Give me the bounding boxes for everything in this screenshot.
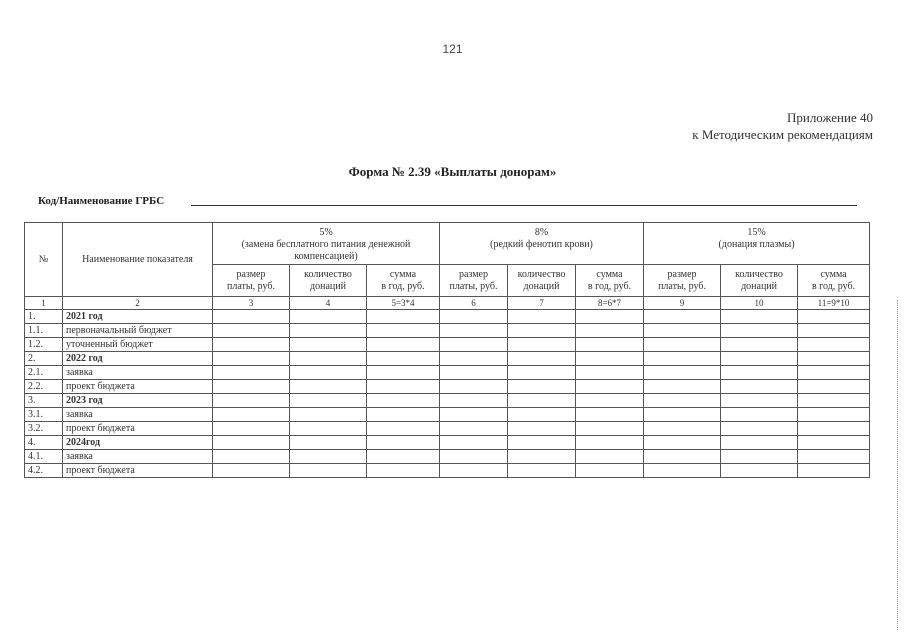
donor-payments-table xyxy=(24,222,870,478)
value-cell xyxy=(213,366,290,380)
value-cell xyxy=(508,422,576,436)
value-cell xyxy=(440,380,508,394)
value-cell xyxy=(644,422,721,436)
value-cell xyxy=(576,464,644,478)
value-cell xyxy=(798,352,870,366)
row-indicator: 2024год xyxy=(63,436,213,450)
value-cell xyxy=(290,450,367,464)
row-indicator: проект бюджета xyxy=(63,464,213,478)
value-cell xyxy=(213,380,290,394)
value-cell xyxy=(576,408,644,422)
value-cell xyxy=(213,310,290,324)
page-edge-line xyxy=(897,300,898,630)
value-cell xyxy=(367,408,440,422)
value-cell xyxy=(290,352,367,366)
table-row xyxy=(25,436,870,450)
value-cell xyxy=(798,324,870,338)
header-payment-size: размер платы, руб. xyxy=(644,265,721,297)
row-number: 1.1. xyxy=(25,324,63,338)
value-cell xyxy=(290,408,367,422)
table-row xyxy=(25,310,870,324)
value-cell xyxy=(440,408,508,422)
table-row xyxy=(25,324,870,338)
header-group-15pct xyxy=(644,223,870,265)
value-cell xyxy=(721,464,798,478)
value-cell xyxy=(440,394,508,408)
row-indicator: первоначальный бюджет xyxy=(63,324,213,338)
value-cell xyxy=(508,324,576,338)
row-indicator: проект бюджета xyxy=(63,380,213,394)
value-cell xyxy=(576,380,644,394)
grbs-label: Код/Наименование ГРБС xyxy=(38,195,165,207)
table-row xyxy=(25,464,870,478)
group-subtitle: (редкий фенотип крови) xyxy=(490,239,593,250)
row-number: 4.1. xyxy=(25,450,63,464)
value-cell xyxy=(213,450,290,464)
row-indicator: 2023 год xyxy=(63,394,213,408)
value-cell xyxy=(721,394,798,408)
value-cell xyxy=(367,436,440,450)
column-index: 3 xyxy=(213,297,290,310)
group-title: 5% xyxy=(319,227,333,238)
value-cell xyxy=(798,464,870,478)
table-row xyxy=(25,366,870,380)
value-cell xyxy=(508,366,576,380)
value-cell xyxy=(508,338,576,352)
header-yearly-sum: сумма в год, руб. xyxy=(798,265,870,297)
table-row xyxy=(25,380,870,394)
value-cell xyxy=(721,338,798,352)
row-indicator: уточненный бюджет xyxy=(63,338,213,352)
row-indicator: 2022 год xyxy=(63,352,213,366)
value-cell xyxy=(367,450,440,464)
header-donation-count: количество донаций xyxy=(290,265,367,297)
value-cell xyxy=(290,436,367,450)
value-cell xyxy=(440,338,508,352)
value-cell xyxy=(721,310,798,324)
value-cell xyxy=(290,422,367,436)
value-cell xyxy=(440,464,508,478)
header-group-row xyxy=(25,223,870,265)
value-cell xyxy=(721,436,798,450)
value-cell xyxy=(798,338,870,352)
value-cell xyxy=(290,366,367,380)
value-cell xyxy=(798,436,870,450)
value-cell xyxy=(508,450,576,464)
value-cell xyxy=(290,464,367,478)
value-cell xyxy=(721,324,798,338)
value-cell xyxy=(644,324,721,338)
table-row xyxy=(25,450,870,464)
value-cell xyxy=(721,450,798,464)
value-cell xyxy=(644,380,721,394)
value-cell xyxy=(367,380,440,394)
value-cell xyxy=(367,338,440,352)
value-cell xyxy=(576,338,644,352)
column-index: 4 xyxy=(290,297,367,310)
value-cell xyxy=(213,464,290,478)
row-number: 4. xyxy=(25,436,63,450)
grbs-fill-line xyxy=(191,205,857,206)
value-cell xyxy=(508,310,576,324)
value-cell xyxy=(290,394,367,408)
table-row xyxy=(25,394,870,408)
value-cell xyxy=(644,394,721,408)
value-cell xyxy=(440,366,508,380)
value-cell xyxy=(290,324,367,338)
column-index: 2 xyxy=(63,297,213,310)
value-cell xyxy=(213,408,290,422)
row-indicator: 2021 год xyxy=(63,310,213,324)
appendix-reference xyxy=(692,109,873,143)
value-cell xyxy=(798,310,870,324)
value-cell xyxy=(721,422,798,436)
value-cell xyxy=(576,422,644,436)
value-cell xyxy=(576,352,644,366)
header-payment-size: размер платы, руб. xyxy=(440,265,508,297)
table-body xyxy=(25,310,870,478)
value-cell xyxy=(644,436,721,450)
value-cell xyxy=(290,310,367,324)
value-cell xyxy=(644,310,721,324)
group-subtitle: (замена бесплатного питания денежной компенсацией) xyxy=(241,239,411,262)
value-cell xyxy=(367,464,440,478)
value-cell xyxy=(367,422,440,436)
row-number: 2.1. xyxy=(25,366,63,380)
value-cell xyxy=(440,310,508,324)
value-cell xyxy=(576,310,644,324)
row-number: 1.2. xyxy=(25,338,63,352)
value-cell xyxy=(367,310,440,324)
value-cell xyxy=(508,436,576,450)
value-cell xyxy=(367,324,440,338)
header-donation-count: количество донаций xyxy=(721,265,798,297)
value-cell xyxy=(576,366,644,380)
value-cell xyxy=(721,352,798,366)
value-cell xyxy=(576,394,644,408)
value-cell xyxy=(213,394,290,408)
value-cell xyxy=(798,366,870,380)
row-number: 1. xyxy=(25,310,63,324)
value-cell xyxy=(644,450,721,464)
value-cell xyxy=(508,352,576,366)
header-indicator-name: Наименование показателя xyxy=(63,223,213,297)
value-cell xyxy=(213,352,290,366)
value-cell xyxy=(213,338,290,352)
value-cell xyxy=(508,394,576,408)
column-index: 11=9*10 xyxy=(798,297,870,310)
value-cell xyxy=(440,422,508,436)
value-cell xyxy=(367,366,440,380)
header-payment-size: размер платы, руб. xyxy=(213,265,290,297)
header-yearly-sum: сумма в год, руб. xyxy=(367,265,440,297)
value-cell xyxy=(440,450,508,464)
row-number: 3.1. xyxy=(25,408,63,422)
value-cell xyxy=(576,436,644,450)
value-cell xyxy=(213,436,290,450)
appendix-line-1: Приложение 40 xyxy=(786,110,873,125)
value-cell xyxy=(367,394,440,408)
value-cell xyxy=(213,324,290,338)
value-cell xyxy=(290,338,367,352)
group-subtitle: (донация плазмы) xyxy=(718,239,795,250)
column-index: 7 xyxy=(508,297,576,310)
column-index: 8=6*7 xyxy=(576,297,644,310)
column-index: 9 xyxy=(644,297,721,310)
row-indicator: проект бюджета xyxy=(63,422,213,436)
table-row xyxy=(25,408,870,422)
row-number: 2. xyxy=(25,352,63,366)
value-cell xyxy=(508,464,576,478)
header-group-8pct xyxy=(440,223,644,265)
header-group-5pct xyxy=(213,223,440,265)
value-cell xyxy=(644,366,721,380)
value-cell xyxy=(798,380,870,394)
row-number: 3. xyxy=(25,394,63,408)
appendix-line-2: к Методическим рекомендациям xyxy=(692,127,873,142)
table-row xyxy=(25,338,870,352)
value-cell xyxy=(721,380,798,394)
value-cell xyxy=(213,422,290,436)
header-number: № xyxy=(25,223,63,297)
column-index: 6 xyxy=(440,297,508,310)
value-cell xyxy=(644,464,721,478)
value-cell xyxy=(440,324,508,338)
row-number: 4.2. xyxy=(25,464,63,478)
group-title: 15% xyxy=(747,227,766,238)
value-cell xyxy=(508,408,576,422)
value-cell xyxy=(644,408,721,422)
form-title: Форма № 2.39 «Выплаты донорам» xyxy=(348,164,557,179)
column-index: 10 xyxy=(721,297,798,310)
row-indicator: заявка xyxy=(63,408,213,422)
value-cell xyxy=(440,436,508,450)
group-title: 8% xyxy=(534,227,549,238)
value-cell xyxy=(721,408,798,422)
value-cell xyxy=(644,352,721,366)
column-index-row xyxy=(25,297,870,310)
value-cell xyxy=(721,366,798,380)
value-cell xyxy=(367,352,440,366)
value-cell xyxy=(508,380,576,394)
value-cell xyxy=(798,450,870,464)
value-cell xyxy=(798,394,870,408)
row-indicator: заявка xyxy=(63,450,213,464)
value-cell xyxy=(440,352,508,366)
value-cell xyxy=(798,408,870,422)
table-row xyxy=(25,422,870,436)
row-indicator: заявка xyxy=(63,366,213,380)
value-cell xyxy=(798,422,870,436)
row-number: 3.2. xyxy=(25,422,63,436)
column-index: 5=3*4 xyxy=(367,297,440,310)
header-donation-count: количество донаций xyxy=(508,265,576,297)
value-cell xyxy=(290,380,367,394)
value-cell xyxy=(644,338,721,352)
page-number: 121 xyxy=(442,42,463,56)
row-number: 2.2. xyxy=(25,380,63,394)
column-index: 1 xyxy=(25,297,63,310)
value-cell xyxy=(576,324,644,338)
header-yearly-sum: сумма в год, руб. xyxy=(576,265,644,297)
value-cell xyxy=(576,450,644,464)
table-row xyxy=(25,352,870,366)
